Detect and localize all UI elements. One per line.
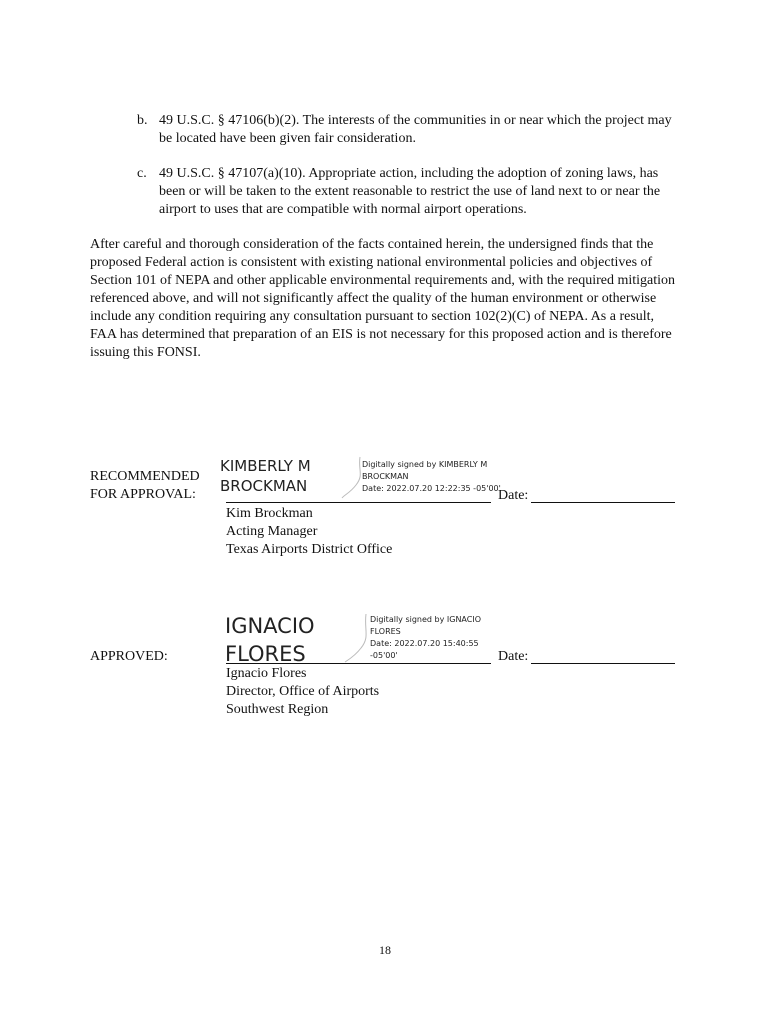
findings-paragraph: After careful and thorough consideration of the facts contained herein, the undersigned finds that the proposed Federal action is consistent with existing national environmental policies and objectives of Section 101 of NEPA and other applicable environmental requirements and, with the required mitigation referenced above, and will not significantly affect the quality of the human environment or otherwise include any condition requiring any consultation pursuant to section 102(2)(C) of NEPA. As a result, FAA has determined that preparation of an EIS is not necessary for this proposed action and is therefore issuing this FONSI. — [90, 237, 676, 360]
signer-name: Ignacio Flores — [226, 666, 307, 681]
page-number: 18 — [379, 943, 391, 957]
date-label: Date: — [498, 488, 529, 503]
list-item-b — [137, 112, 682, 148]
list-text: 49 U.S.C. § 47106(b)(2). The interests of the communities in or near which the project may be located have been given fair consideration. — [159, 113, 672, 146]
digital-signature-flores: Digitally signed by IGNACIO FLORES Date: 2022.07.20 15:40:55 -05'00' — [370, 615, 481, 660]
signer-office: Texas Airports District Office — [226, 542, 393, 557]
date-line — [531, 663, 675, 664]
list-marker: c. — [137, 166, 147, 181]
signature-line — [226, 502, 491, 503]
list-text: 49 U.S.C. § 47107(a)(10). Appropriate action, including the adoption of zoning laws, has been or will be taken to the extent reasonable to restrict the use of land next to or near the airport to uses that are compatible with normal airport operations. — [159, 166, 661, 217]
approved-label: APPROVED: — [90, 649, 168, 664]
list-marker: b. — [137, 113, 148, 128]
signer-title: Director, Office of Airports — [226, 684, 380, 699]
signature-name-brockman: KIMBERLY M BROCKMAN — [220, 457, 311, 495]
date-label: Date: — [498, 649, 529, 664]
recommended-label-line2: FOR APPROVAL: — [90, 487, 196, 502]
signer-name: Kim Brockman — [226, 506, 313, 521]
recommended-label-line1: RECOMMENDED — [90, 469, 200, 484]
signature-line — [226, 663, 491, 664]
approved-signer-info — [226, 665, 379, 719]
digital-signature-brockman: Digitally signed by KIMBERLY M BROCKMAN Date: 2022.07.20 12:22:35 -05'00' — [362, 460, 501, 493]
list-item-c — [137, 165, 682, 219]
date-line — [531, 502, 675, 503]
recommended-signer-info — [226, 505, 392, 559]
signature-name-flores: IGNACIO FLORES — [225, 614, 315, 666]
recommended-label — [90, 468, 200, 504]
signer-office: Southwest Region — [226, 702, 329, 717]
signer-title: Acting Manager — [226, 524, 318, 539]
